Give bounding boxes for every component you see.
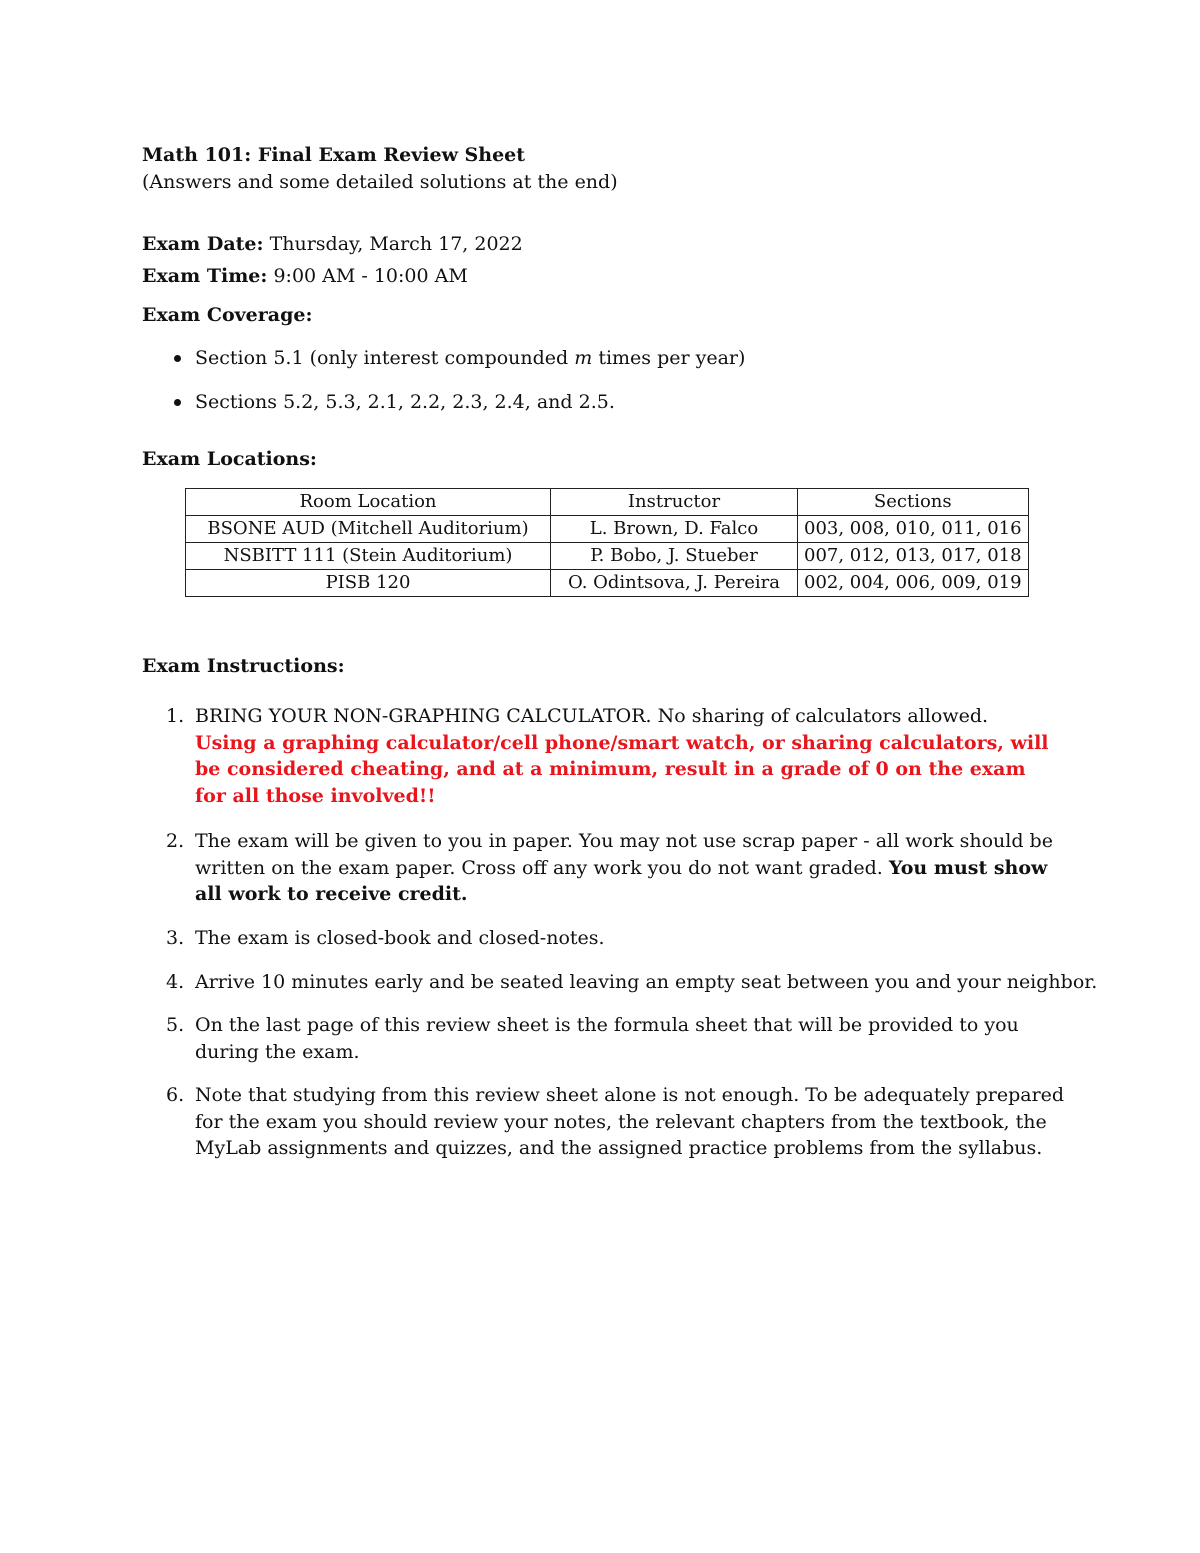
locations-heading — [142, 446, 317, 472]
exam-time-value: 9:00 AM - 10:00 AM — [273, 265, 468, 287]
locations-table — [185, 488, 1029, 597]
instruction-line — [195, 855, 1063, 882]
table-row — [186, 570, 1029, 597]
instruction-text — [195, 969, 1098, 996]
bullet-dot-icon — [174, 355, 181, 362]
exam-date — [142, 231, 523, 257]
instruction-line: for the exam you should review your notes, the relevant chapters from the textbook, the — [195, 1110, 1047, 1133]
instruction-line: The exam is closed-book and closed-notes. — [195, 927, 605, 949]
coverage-variable: m — [574, 347, 593, 369]
table-cell: 002, 004, 006, 009, 019 — [798, 570, 1029, 597]
instruction-line: Arrive 10 minutes early and be seated leaving an empty seat between you and your neighbor. — [195, 971, 1098, 993]
column-header: Room Location — [186, 489, 551, 516]
table-cell: NSBITT 111 (Stein Auditorium) — [186, 543, 551, 570]
emphasis-text: all work to receive credit. — [195, 883, 468, 905]
instruction-text — [195, 703, 1063, 809]
instruction-number: 4. — [166, 971, 185, 993]
coverage-heading: Exam Coverage: — [142, 304, 313, 326]
warning-line: for all those involved!! — [195, 784, 436, 807]
instruction-text — [195, 1012, 1063, 1065]
instruction-line: Note that studying from this review sheet alone is not enough. To be adequately prepared — [195, 1084, 1065, 1106]
table-cell: L. Brown, D. Falco — [551, 516, 798, 543]
table-cell: P. Bobo, J. Stueber — [551, 543, 798, 570]
instruction-text — [195, 925, 1063, 952]
column-header: Instructor — [551, 489, 798, 516]
instruction-line: The exam will be given to you in paper. You may not use scrap paper - all work should be — [195, 830, 1053, 852]
table-row — [186, 543, 1029, 570]
column-header: Sections — [798, 489, 1029, 516]
instruction-line-part: written on the exam paper. Cross off any work you do not want graded. — [195, 856, 889, 879]
bullet-dot-icon — [174, 399, 181, 406]
exam-date-value: Thursday, March 17, 2022 — [269, 233, 523, 255]
instruction-line: BRING YOUR NON-GRAPHING CALCULATOR. No sharing of calculators allowed. — [195, 705, 989, 727]
coverage-text-part: Section 5.1 (only interest compounded — [195, 347, 575, 369]
exam-time-label: Exam Time: — [142, 265, 268, 287]
locations-heading-text: Exam Locations: — [142, 448, 317, 470]
document-title: Math 101: Final Exam Review Sheet — [142, 144, 526, 166]
instruction-number: 2. — [166, 830, 185, 852]
table-header-row — [186, 489, 1029, 516]
instruction-text — [195, 828, 1063, 908]
exam-date-label: Exam Date: — [142, 233, 264, 255]
instruction-number: 6. — [166, 1084, 185, 1106]
table-row — [186, 516, 1029, 543]
coverage-text-part: times per year) — [592, 347, 746, 369]
table-cell: O. Odintsova, J. Pereira — [551, 570, 798, 597]
warning-line: be considered cheating, and at a minimum, result in a grade of 0 on the exam — [195, 758, 1026, 780]
instruction-number: 3. — [166, 927, 185, 949]
warning-line: Using a graphing calculator/cell phone/smart watch, or sharing calculators, will — [195, 731, 1049, 754]
instruction-text — [195, 1082, 1063, 1162]
instruction-line: On the last page of this review sheet is the formula sheet that will be provided to you — [195, 1014, 1019, 1036]
table-cell: 007, 012, 013, 017, 018 — [798, 543, 1029, 570]
coverage-item-text: Sections 5.2, 5.3, 2.1, 2.2, 2.3, 2.4, and 2.5. — [195, 391, 615, 413]
table-cell: PISB 120 — [186, 570, 551, 597]
instructions-heading: Exam Instructions: — [142, 655, 345, 677]
emphasis-text: You must show — [888, 856, 1048, 879]
instruction-line: during the exam. — [195, 1040, 360, 1063]
table-cell: BSONE AUD (Mitchell Auditorium) — [186, 516, 551, 543]
table-cell: 003, 008, 010, 011, 016 — [798, 516, 1029, 543]
coverage-item-text — [195, 345, 745, 371]
instruction-line: MyLab assignments and quizzes, and the assigned practice problems from the syllabus. — [195, 1137, 1043, 1159]
document-subtitle: (Answers and some detailed solutions at the end) — [142, 171, 618, 193]
exam-time — [142, 263, 468, 289]
instruction-number: 1. — [166, 705, 185, 727]
document-page — [142, 0, 1098, 1553]
instruction-number: 5. — [166, 1014, 185, 1036]
